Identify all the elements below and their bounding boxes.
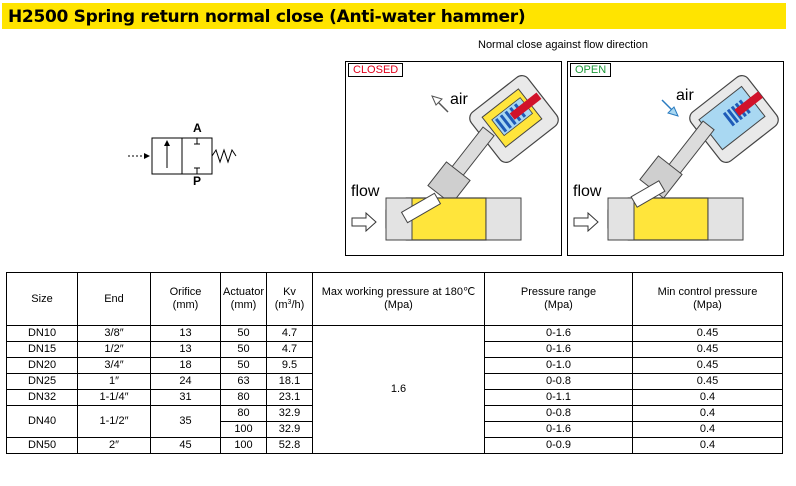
cell-end: 1-1/4″ [78,390,151,406]
header-max-pressure: Max working pressure at 180℃ (Mpa) [313,273,485,326]
cell-kv: 32.9 [267,422,313,438]
cell-min: 0.45 [633,358,783,374]
open-valve-illustration [568,62,783,255]
cell-size: DN40 [7,406,78,438]
header-actuator: Actuator (mm) [221,273,267,326]
spec-table [6,272,783,454]
cell-range: 0-1.6 [485,326,633,342]
cell-min: 0.45 [633,326,783,342]
cell-kv: 9.5 [267,358,313,374]
cell-size: DN15 [7,342,78,358]
closed-label: CLOSED [348,63,403,77]
cell-range: 0-1.0 [485,358,633,374]
cell-kv: 52.8 [267,438,313,454]
cell-orifice: 35 [151,406,221,438]
cell-kv: 4.7 [267,342,313,358]
cell-end: 3/8″ [78,326,151,342]
header-min-control: Min control pressure (Mpa) [633,273,783,326]
cell-min: 0.45 [633,342,783,358]
cell-actuator: 80 [221,406,267,422]
cell-actuator: 100 [221,422,267,438]
cell-end: 1-1/2″ [78,406,151,438]
closed-valve-illustration [346,62,561,255]
header-size: Size [7,273,78,326]
cell-orifice: 18 [151,358,221,374]
cell-range: 0-1.6 [485,342,633,358]
cell-actuator: 50 [221,326,267,342]
cell-range: 0-1.6 [485,422,633,438]
open-flow-label: flow [573,183,602,200]
cell-orifice: 24 [151,374,221,390]
cell-orifice: 13 [151,326,221,342]
cell-end: 1″ [78,374,151,390]
cell-kv: 32.9 [267,406,313,422]
cell-range: 0-1.1 [485,390,633,406]
cell-kv: 23.1 [267,390,313,406]
cell-min: 0.4 [633,390,783,406]
title-bar [2,3,786,29]
cell-min: 0.4 [633,422,783,438]
header-kv: Kv $(m^3/h)$ [267,273,313,326]
cell-kv: 4.7 [267,326,313,342]
cell-end: 1/2″ [78,342,151,358]
cell-range: 0-0.9 [485,438,633,454]
cell-actuator: 80 [221,390,267,406]
cell-actuator: 50 [221,358,267,374]
cell-min: 0.4 [633,438,783,454]
cell-size: DN10 [7,326,78,342]
closed-flow-label: flow [351,183,380,200]
cell-end: 3/4″ [78,358,151,374]
diagram-caption: Normal close against flow direction [478,39,648,51]
closed-air-label: air [450,91,468,108]
valve-symbol-diagram [128,118,248,188]
header-orifice: Orifice (mm) [151,273,221,326]
cell-kv: 18.1 [267,374,313,390]
header-end: End [78,273,151,326]
header-pressure-range: Pressure range (Mpa) [485,273,633,326]
cell-actuator: 100 [221,438,267,454]
open-label: OPEN [570,63,611,77]
cell-actuator: 50 [221,342,267,358]
cell-size: DN20 [7,358,78,374]
cell-actuator: 63 [221,374,267,390]
cell-max-pressure: 1.6 [313,326,485,454]
cell-end: 2″ [78,438,151,454]
table-header-row [7,273,783,326]
port-p-label: P [193,174,202,188]
open-air-label: air [676,87,694,104]
open-valve-panel [567,61,784,256]
cell-range: 0-0.8 [485,374,633,390]
closed-valve-panel [345,61,562,256]
cell-min: 0.45 [633,374,783,390]
cell-min: 0.4 [633,406,783,422]
port-a-label: A [193,121,202,135]
cell-orifice: 13 [151,342,221,358]
table-row [7,326,783,342]
cell-range: 0-0.8 [485,406,633,422]
cell-size: DN25 [7,374,78,390]
page-title: H2500 Spring return normal close (Anti-water hammer) [8,7,526,27]
cell-size: DN50 [7,438,78,454]
cell-orifice: 45 [151,438,221,454]
cell-size: DN32 [7,390,78,406]
cell-orifice: 31 [151,390,221,406]
